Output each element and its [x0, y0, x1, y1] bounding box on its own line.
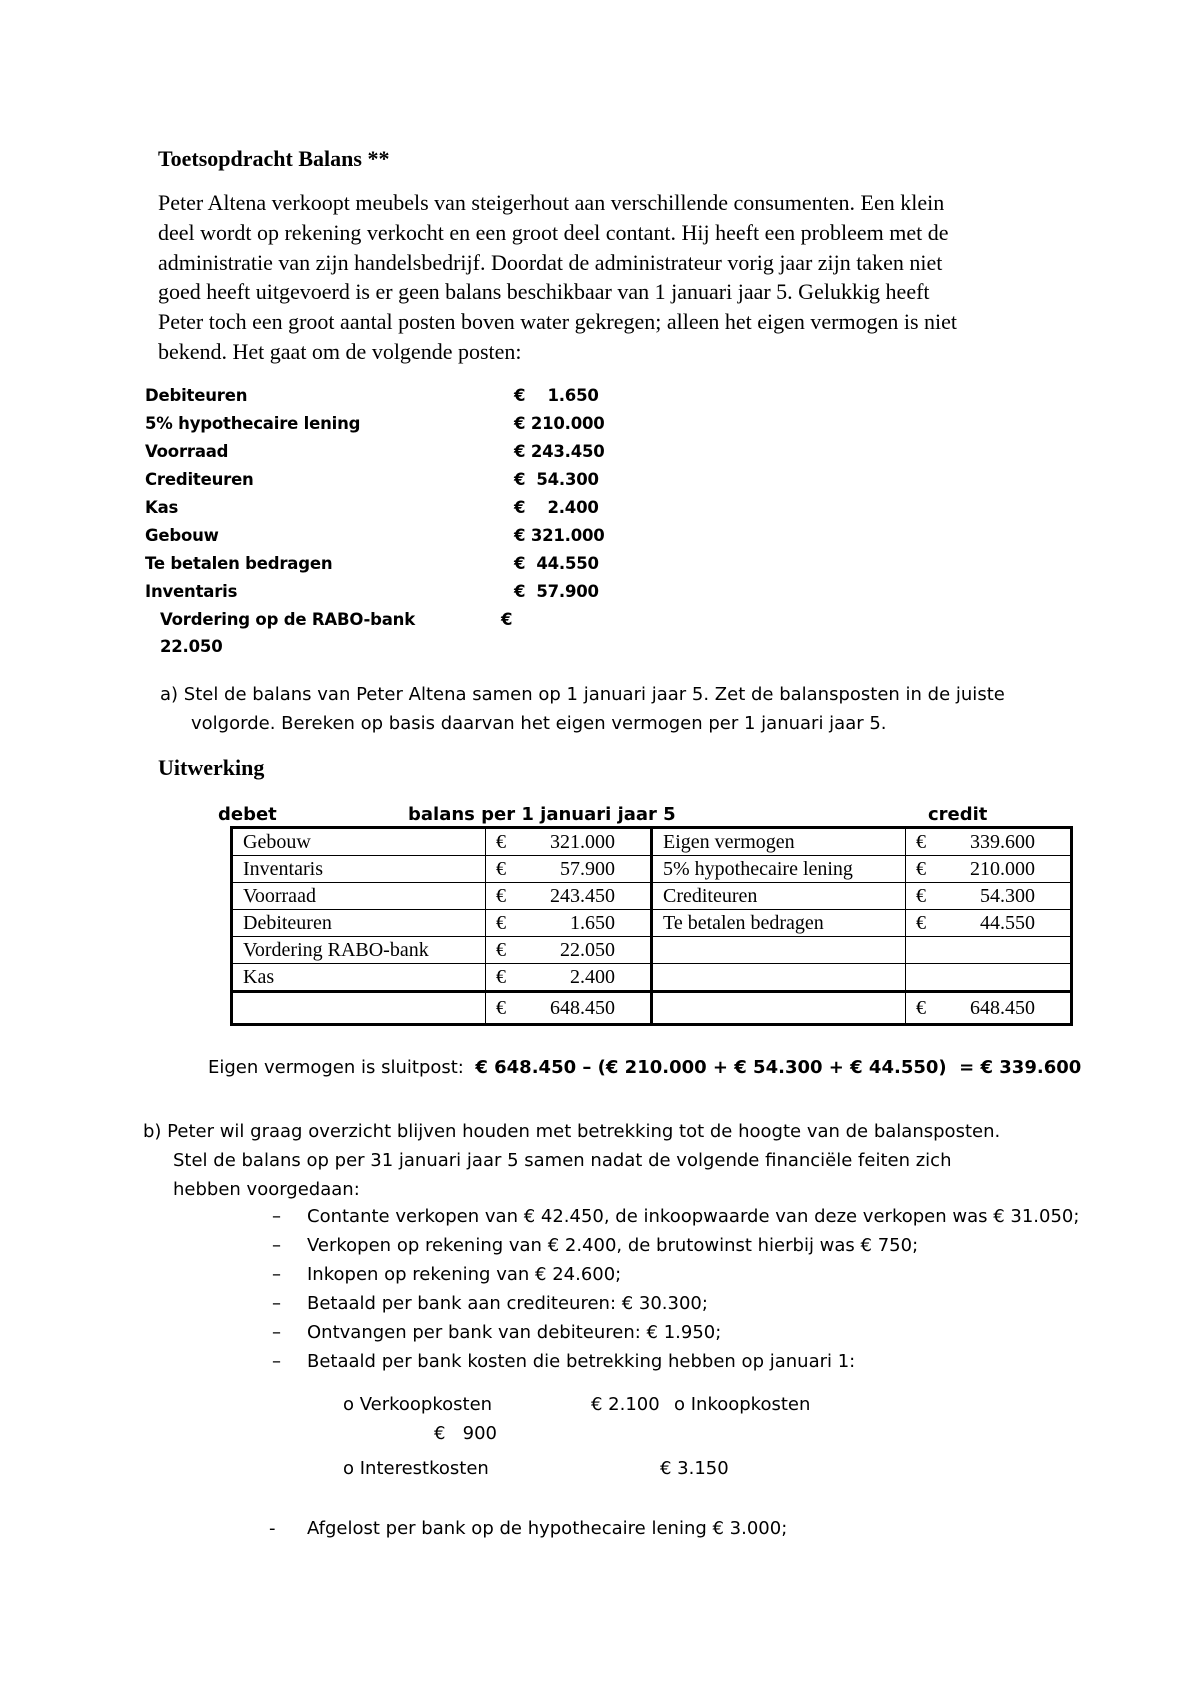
post-value: € 210.000 — [514, 414, 605, 433]
page-title: Toetsopdracht Balans ** — [158, 146, 390, 171]
table-row — [232, 828, 1072, 856]
credit-amount: € 54.300 — [906, 883, 1072, 910]
intro-line: Peter Altena verkoopt meubels van steigerhout aan verschillende consumenten. Een klein — [158, 190, 945, 215]
post-name: Vordering op de RABO-bank — [160, 610, 415, 629]
credit-item: Eigen vermogen — [652, 828, 906, 856]
post-name: Kas — [145, 498, 179, 517]
question-b-line: Stel de balans op per 31 januari jaar 5 samen nadat de volgende financiële feiten zich — [173, 1150, 952, 1171]
table-row — [232, 964, 1072, 992]
credit-amount: € 44.550 — [906, 910, 1072, 937]
intro-paragraph — [158, 188, 1058, 367]
kosten-label: o Inkoopkosten — [674, 1394, 811, 1415]
intro-line: Peter toch een groot aantal posten boven water gekregen; alleen het eigen vermogen is niet — [158, 309, 958, 335]
credit-item — [652, 964, 906, 992]
post-name: 5% hypothecaire lening — [145, 414, 361, 433]
debet-item: Gebouw — [232, 828, 486, 856]
post-name: Debiteuren — [145, 386, 248, 405]
credit-item — [652, 937, 906, 964]
total-row — [232, 992, 1072, 1025]
debet-item: Kas — [232, 964, 486, 992]
kosten-label: o Verkoopkosten — [343, 1394, 493, 1415]
question-b — [143, 1117, 1000, 1204]
post-name: Gebouw — [145, 526, 219, 545]
question-b-line: hebben voorgedaan: — [173, 1179, 360, 1200]
section-heading: Uitwerking — [158, 755, 265, 780]
credit-amount: € 339.600 — [906, 828, 1072, 856]
credit-item: Te betalen bedragen — [652, 910, 906, 937]
intro-line: administratie van zijn handelsbedrijf. Doordat de administrateur vorig jaar zijn taken niet — [158, 249, 943, 275]
kosten-value: € 2.100 — [591, 1394, 660, 1415]
kosten-value: € 900 — [434, 1423, 497, 1444]
credit-amount: € 210.000 — [906, 856, 1072, 883]
sluitpost-line — [208, 1057, 1081, 1078]
intro-line: bekend. Het gaat om de volgende posten: — [158, 338, 522, 364]
credit-item: Crediteuren — [652, 883, 906, 910]
kosten-label: o Interestkosten — [343, 1458, 489, 1479]
debet-item: Debiteuren — [232, 910, 486, 937]
post-value: € 57.900 — [514, 582, 599, 601]
question-a — [160, 680, 1005, 738]
debet-item: Voorraad — [232, 883, 486, 910]
credit-item: 5% hypothecaire lening — [652, 856, 906, 883]
intro-line: deel wordt op rekening verkocht en een groot deel contant. Hij heeft een probleem met de — [158, 219, 949, 245]
debet-amount: € 321.000 — [486, 828, 652, 856]
post-value: € 2.400 — [514, 498, 599, 517]
debet-amount: € 2.400 — [486, 964, 652, 992]
post-value: € 54.300 — [514, 470, 599, 489]
credit-amount — [906, 937, 1072, 964]
table-row — [232, 910, 1072, 937]
post-euro: € — [501, 610, 513, 629]
debet-item: Vordering RABO-bank — [232, 937, 486, 964]
table-row — [232, 883, 1072, 910]
post-value: € 1.650 — [514, 386, 599, 405]
credit-total-label — [652, 992, 906, 1025]
debet-amount: € 1.650 — [486, 910, 652, 937]
kosten-value: € 3.150 — [660, 1458, 729, 1479]
post-name: Inventaris — [145, 582, 238, 601]
post-name: Te betalen bedragen — [145, 554, 333, 573]
credit-label: credit — [928, 804, 988, 825]
post-value: € 243.450 — [514, 442, 605, 461]
question-a-line: volgorde. Bereken op basis daarvan het eigen vermogen per 1 januari jaar 5. — [191, 713, 887, 734]
debet-total-label — [232, 992, 486, 1025]
post-value: 22.050 — [160, 637, 223, 656]
question-b-line: b) Peter wil graag overzicht blijven houden met betrekking tot de hoogte van de balansposten. — [143, 1121, 1001, 1142]
balans-table — [230, 826, 1073, 1026]
debet-total: € 648.450 — [486, 992, 652, 1025]
post-name: Voorraad — [145, 442, 229, 461]
intro-line: goed heeft uitgevoerd is er geen balans beschikbaar van 1 januari jaar 5. Gelukkig heeft — [158, 279, 930, 305]
credit-amount — [906, 964, 1072, 992]
debet-amount: € 243.450 — [486, 883, 652, 910]
post-value: € 44.550 — [514, 554, 599, 573]
debet-amount: € 22.050 — [486, 937, 652, 964]
debet-item: Inventaris — [232, 856, 486, 883]
post-name: Crediteuren — [145, 470, 254, 489]
post-value: € 321.000 — [514, 526, 605, 545]
table-row — [232, 937, 1072, 964]
debet-amount: € 57.900 — [486, 856, 652, 883]
table-row — [232, 856, 1072, 883]
question-a-line: a) Stel de balans van Peter Altena samen op 1 januari jaar 5. Zet de balansposten in de juiste — [160, 684, 1005, 705]
credit-total: € 648.450 — [906, 992, 1072, 1025]
sluitpost-label: Eigen vermogen is sluitpost: — [208, 1057, 464, 1078]
sluitpost-formula: € 648.450 – (€ 210.000 + € 54.300 + € 44.550) = € 339.600 — [475, 1057, 1082, 1078]
debet-label: debet — [218, 804, 277, 825]
balans-title: balans per 1 januari jaar 5 — [408, 804, 676, 825]
